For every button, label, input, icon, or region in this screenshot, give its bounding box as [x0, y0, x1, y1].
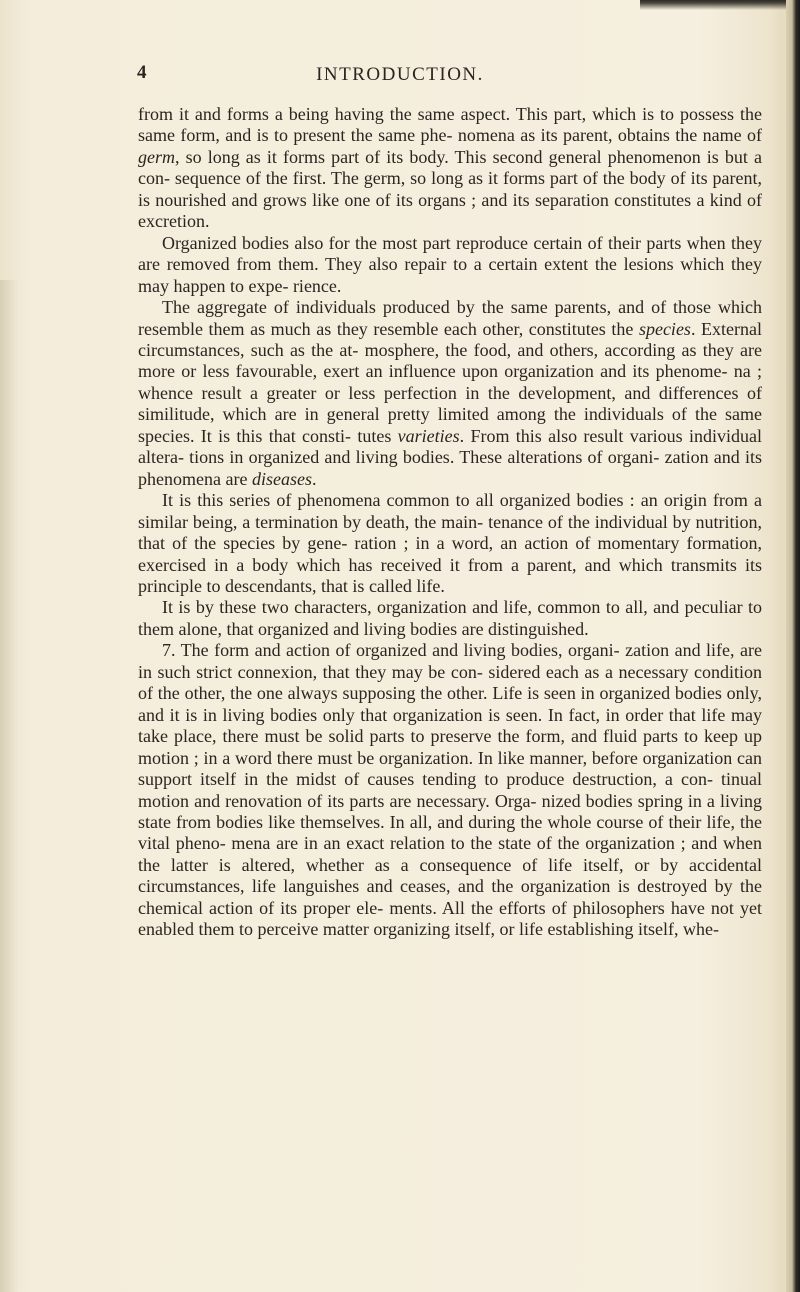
paragraph-4: It is this series of phenomena common to all organized bodies : an origin from a similar being, a termination by death, the main- tenance of the individual by nutrition, that of the species by gene- ration ; in a word, an action of momentary formation, exercised in a body which has received it from a parent, and which transmits its principle to descendants, that is called life. [138, 490, 762, 596]
paragraph-6: 7. The form and action of organized and living bodies, organi- zation and life, are in such strict connexion, that they may be con- sidered each as a necessary condition of the other, the one always supposing the other. Life is seen in organized bodies only, and it is in living bodies only that organization is seen. In fact, in order that life may take place, there must be solid parts to preserve the form, and fluid parts to keep up motion ; in a word there must be organization. In like manner, before organization can support itself in the midst of causes tending to produce destruction, a con- tinual motion and renovation of its parts are necessary. Orga- nized bodies spring in a living state from bodies like themselves. In all, and during the whole course of their life, the vital pheno- mena are in an exact relation to the state of the organization ; and when the latter is altered, whether as a consequence of life itself, or by accidental circumstances, life languishes and ceases, and the organization is destroyed by the chemical action of its proper ele- ments. All the efforts of philosophers have not yet enabled them to perceive matter organizing itself, or life establishing itself, whe- [138, 640, 762, 940]
body-text [138, 104, 762, 941]
term-varieties: varieties [397, 425, 460, 446]
paragraph-3: The aggregate of individuals produced by the same parents, and of those which resemble them as much as they resemble each other, constitutes the species. External circumstances, such as the at- mosphere, the food, and others, according as they are more or less favourable, exert an influence upon organization and its phenome- na ; whence result a greater or less perfection in the development, and differences of similitude, which are in general pretty limited among the individuals of the same species. It is this that consti- tutes varieties. From this also result various individual altera- tions in organized and living bodies. These alterations of organi- zation and its phenomena are diseases. [138, 297, 762, 489]
page-header [0, 62, 800, 92]
section-number: 7. [162, 640, 176, 661]
page-number: 4 [137, 62, 147, 83]
running-title: INTRODUCTION. [316, 64, 484, 85]
paragraph-2: Organized bodies also for the most part reproduce certain of their parts when they are removed from them. They also repair to a certain extent the lesions which they may happen to expe- rience. [138, 232, 762, 296]
paragraph-5: It is by these two characters, organization and life, common to all, and peculiar to them alone, that organized and living bodies are distinguished. [138, 597, 762, 639]
term-species: species [638, 318, 691, 339]
term-diseases: diseases [251, 468, 312, 489]
term-germ: germ [138, 146, 175, 167]
page-top-edge [640, 0, 800, 10]
paragraph-1: from it and forms a being having the same aspect. This part, which is to possess the same form, and is to present the same phe- nomena as its parent, obtains the name of germ, so long as it forms part of its body. This second general phenomenon is but a con- sequence of the first. The germ, so long as it forms part of the body of its parent, is nourished and grows like one of its organs ; and its separation constitutes a kind of excretion. [138, 104, 762, 232]
page-right-edge [786, 0, 800, 1292]
gutter-shadow [0, 280, 18, 1292]
